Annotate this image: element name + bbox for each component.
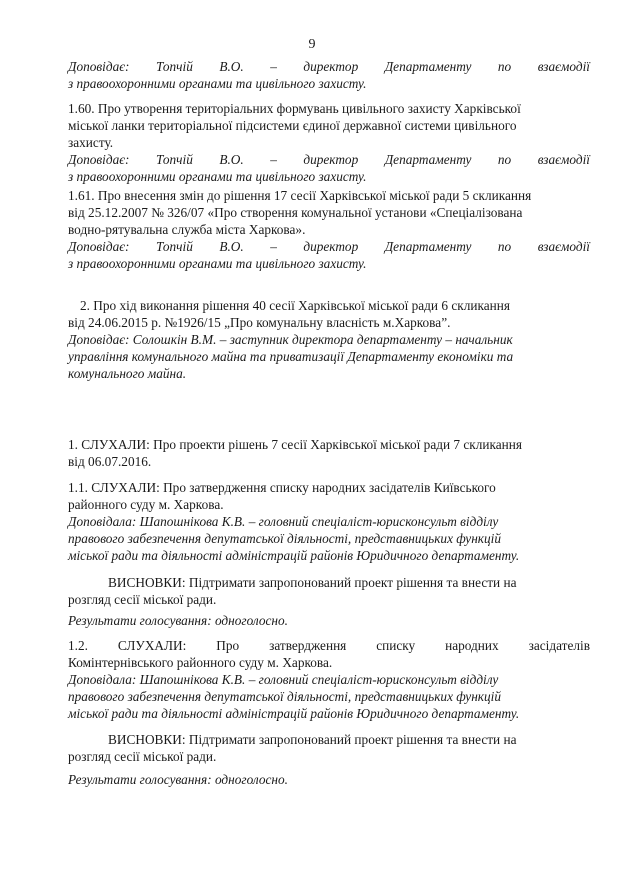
vote-result-1-1: Результати голосування: одноголосно.: [68, 613, 288, 628]
reporter-word: В.О.: [219, 59, 244, 74]
reporter-word: Доповідає:: [68, 152, 130, 167]
reporter-word: взаємодії: [537, 59, 590, 74]
reporter-word: взаємодії: [537, 239, 590, 254]
reporter-block-1: [68, 58, 590, 92]
item-text: 1. СЛУХАЛИ: Про проекти рішень 7 сесії Харківської міської ради 7 скликання: [68, 437, 523, 452]
reporter-word: директор: [303, 59, 359, 74]
reporter-line: правового забезпечення депутатської діяльності, представницьких функцій: [68, 689, 502, 704]
reporter-word: Топчій: [155, 239, 193, 254]
reporter-line: [68, 58, 590, 75]
reporter-word: директор: [303, 152, 359, 167]
reporter-word: по: [497, 59, 512, 74]
conclusion-1-1: [68, 574, 590, 608]
reporter-word: взаємодії: [537, 152, 590, 167]
reporter-word: В.О.: [219, 239, 244, 254]
item-text: 2. Про хід виконання рішення 40 сесії Харківської міської ради 6 скликання: [80, 298, 510, 313]
item-text: Комінтернівського районного суду м. Харкова.: [68, 655, 333, 670]
reporter-line: комунального майна.: [68, 366, 187, 381]
item-2: [68, 297, 590, 382]
reporter-line: правового забезпечення депутатської діяльності, представницьких функцій: [68, 531, 502, 546]
item-word: 1.2.: [68, 638, 88, 653]
item-text: районного суду м. Харкова.: [68, 497, 224, 512]
reporter-line: [68, 238, 590, 255]
reporter-word: –: [270, 239, 277, 254]
reporter-line: Доповідає: Солошкін В.М. – заступник директора департаменту – начальник: [68, 332, 513, 347]
item-1-61: [68, 187, 590, 272]
reporter-word: Департаменту: [384, 59, 472, 74]
conclusion-1-2: [68, 731, 590, 765]
item-text: захисту.: [68, 135, 114, 150]
reporter-word: Топчій: [155, 59, 193, 74]
conclusion-text: розгляд сесії міської ради.: [68, 592, 217, 607]
reporter-line: з правоохоронними органами та цивільного захисту.: [68, 256, 367, 271]
item-word: затвердження: [269, 638, 347, 653]
item-text: 1.61. Про внесення змін до рішення 17 сесії Харківської міської ради 5 скликання: [68, 188, 532, 203]
item-text: міської ланки територіальної підсистеми єдиної державної системи цивільного: [68, 118, 517, 133]
reporter-word: по: [497, 152, 512, 167]
reporter-word: Департаменту: [384, 239, 472, 254]
reporter-word: Доповідає:: [68, 239, 130, 254]
item-word: засідателів: [528, 638, 590, 653]
reporter-word: по: [497, 239, 512, 254]
conclusion-text: ВИСНОВКИ: Підтримати запропонований проект рішення та внести на: [108, 575, 517, 590]
reporter-line: Доповідала: Шапошнікова К.В. – головний спеціаліст-юрисконсульт відділу: [68, 672, 499, 687]
reporter-line: Доповідала: Шапошнікова К.В. – головний спеціаліст-юрисконсульт відділу: [68, 514, 499, 529]
item-text: від 24.06.2015 р. №1926/15 „Про комунальну власність м.Харкова”.: [68, 315, 451, 330]
reporter-word: Доповідає:: [68, 59, 130, 74]
item-text: 1.1. СЛУХАЛИ: Про затвердження списку народних засідателів Київського: [68, 480, 496, 495]
item-word: списку: [376, 638, 416, 653]
item-text: від 25.12.2007 № 326/07 «Про створення комунальної установи «Спеціалізована: [68, 205, 523, 220]
item-word: народних: [445, 638, 499, 653]
reporter-word: Топчій: [155, 152, 193, 167]
vote-result-1-2: Результати голосування: одноголосно.: [68, 772, 288, 787]
reporter-line: міської ради та діяльності адміністрацій районів Юридичного департаменту.: [68, 548, 520, 563]
reporter-word: –: [270, 59, 277, 74]
conclusion-text: розгляд сесії міської ради.: [68, 749, 217, 764]
item-text: водно-рятувальна служба міста Харкова».: [68, 222, 306, 237]
heard-section-1: [68, 436, 590, 470]
reporter-line: управління комунального майна та приватизації Департаменту економіки та: [68, 349, 514, 364]
reporter-word: директор: [303, 239, 359, 254]
item-word: СЛУХАЛИ:: [117, 638, 187, 653]
heard-section-1-2: [68, 637, 590, 722]
item-word: Про: [216, 638, 240, 653]
page-number: 9: [308, 37, 316, 52]
reporter-word: Департаменту: [384, 152, 472, 167]
item-1-60: [68, 100, 590, 185]
reporter-word: –: [270, 152, 277, 167]
item-text: [68, 637, 590, 654]
conclusion-text: ВИСНОВКИ: Підтримати запропонований проект рішення та внести на: [108, 732, 517, 747]
reporter-line: з правоохоронними органами та цивільного захисту.: [68, 76, 367, 91]
heard-section-1-1: [68, 479, 590, 564]
reporter-line: міської ради та діяльності адміністрацій районів Юридичного департаменту.: [68, 706, 520, 721]
item-text: від 06.07.2016.: [68, 454, 152, 469]
reporter-line: з правоохоронними органами та цивільного захисту.: [68, 169, 367, 184]
item-text: 1.60. Про утворення територіальних формувань цивільного захисту Харківської: [68, 101, 521, 116]
reporter-word: В.О.: [219, 152, 244, 167]
reporter-line: [68, 151, 590, 168]
